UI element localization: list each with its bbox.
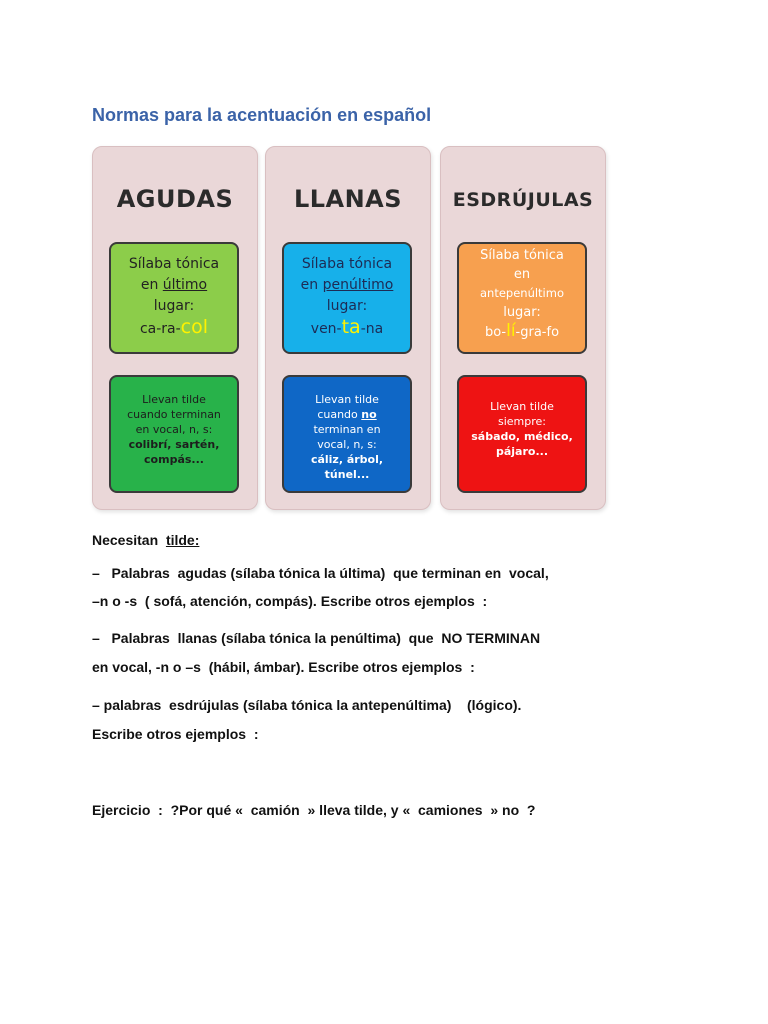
agudas-definition-box: [109, 242, 239, 354]
llanas-tilde-no: no: [361, 408, 377, 421]
rule-agudas-line2: –n o -s ( sofá, atención, compás). Escribe otros ejemplos :: [92, 593, 488, 609]
llanas-def-line2: en penúltimo: [300, 277, 394, 293]
rule-llanas-line2: en vocal, -n o –s (hábil, ámbar). Escribe otros ejemplos :: [92, 659, 475, 675]
llanas-tilde-line1: Llevan tilde: [315, 393, 379, 406]
esdrujulas-tilde-line3: sábado, médico,: [471, 430, 573, 443]
llanas-tilde-line2: cuando no: [317, 408, 377, 421]
llanas-tilde-line6: túnel...: [324, 468, 370, 481]
accent-rules-infographic: [90, 146, 606, 510]
llanas-tilde-line3: terminan en: [313, 423, 381, 436]
esdrujulas-tilde-line2: siempre:: [497, 415, 546, 428]
llanas-example-accent: ta: [341, 316, 361, 338]
card-llanas-title: LLANAS: [293, 185, 403, 213]
esdrujulas-def-line1: Sílaba tónica: [480, 248, 564, 263]
esdrujulas-tilde-line1: Llevan tilde: [490, 400, 554, 413]
esdrujulas-example-accent: lí: [506, 321, 516, 341]
card-agudas-title: AGUDAS: [116, 185, 234, 213]
rule-agudas-line1: – Palabras agudas (sílaba tónica la última) que terminan en vocal,: [92, 565, 549, 581]
llanas-tilde-box: [282, 375, 412, 493]
llanas-def-penultimo: penúltimo: [322, 277, 394, 293]
rule-llanas-line1: – Palabras llanas (sílaba tónica la penúltima) que NO TERMINAN: [92, 630, 541, 646]
rule-esdrujulas-line1: – palabras esdrújulas (sílaba tónica la antepenúltima) (lógico).: [92, 697, 522, 713]
llanas-def-line3: lugar:: [326, 298, 368, 314]
llanas-example: ven-ta-na: [310, 316, 384, 338]
esdrujulas-def-line3: antepenúltimo: [479, 286, 564, 300]
agudas-def-line1: Sílaba tónica: [128, 256, 220, 272]
llanas-tilde-line4: vocal, n, s:: [317, 438, 377, 451]
agudas-tilde-box: [109, 375, 239, 493]
agudas-def-line2: en último: [140, 277, 208, 293]
card-esdrujulas-title: ESDRÚJULAS: [452, 189, 594, 211]
need-tilde-word: tilde:: [165, 532, 200, 548]
esdrujulas-def-line4: lugar:: [503, 305, 541, 320]
esdrujulas-tilde-box: [457, 375, 587, 493]
card-esdrujulas: [440, 146, 606, 510]
need-tilde-heading: Necesitan tilde:: [92, 532, 200, 548]
agudas-tilde-line2: cuando terminan: [127, 408, 221, 421]
agudas-tilde-line4: colibrí, sartén,: [128, 438, 220, 451]
esdrujulas-definition-box: [457, 242, 587, 354]
llanas-tilde-line5: cáliz, árbol,: [310, 453, 384, 466]
llanas-def-line1: Sílaba tónica: [301, 256, 393, 272]
agudas-example-accent: col: [180, 316, 209, 338]
esdrujulas-tilde-line4: pájaro...: [495, 445, 548, 458]
document-title: Normas para la acentuación en español: [92, 105, 432, 125]
exercise-question: Ejercicio : ?Por qué « camión » lleva tilde, y « camiones » no ?: [92, 802, 536, 818]
rule-esdrujulas-line2: Escribe otros ejemplos :: [92, 726, 259, 742]
esdrujulas-example: bo-lí-gra-fo: [484, 321, 560, 341]
esdrujulas-def-line2: en: [513, 267, 531, 282]
card-llanas: [265, 146, 431, 510]
agudas-example: ca-ra-col: [139, 316, 209, 338]
agudas-def-ultimo: último: [162, 277, 208, 293]
agudas-tilde-line1: Llevan tilde: [142, 393, 206, 406]
llanas-definition-box: [282, 242, 412, 354]
agudas-tilde-line3: en vocal, n, s:: [135, 423, 213, 436]
agudas-tilde-line5: compás...: [144, 453, 204, 466]
agudas-def-line3: lugar:: [153, 298, 195, 314]
card-agudas: [92, 146, 258, 510]
